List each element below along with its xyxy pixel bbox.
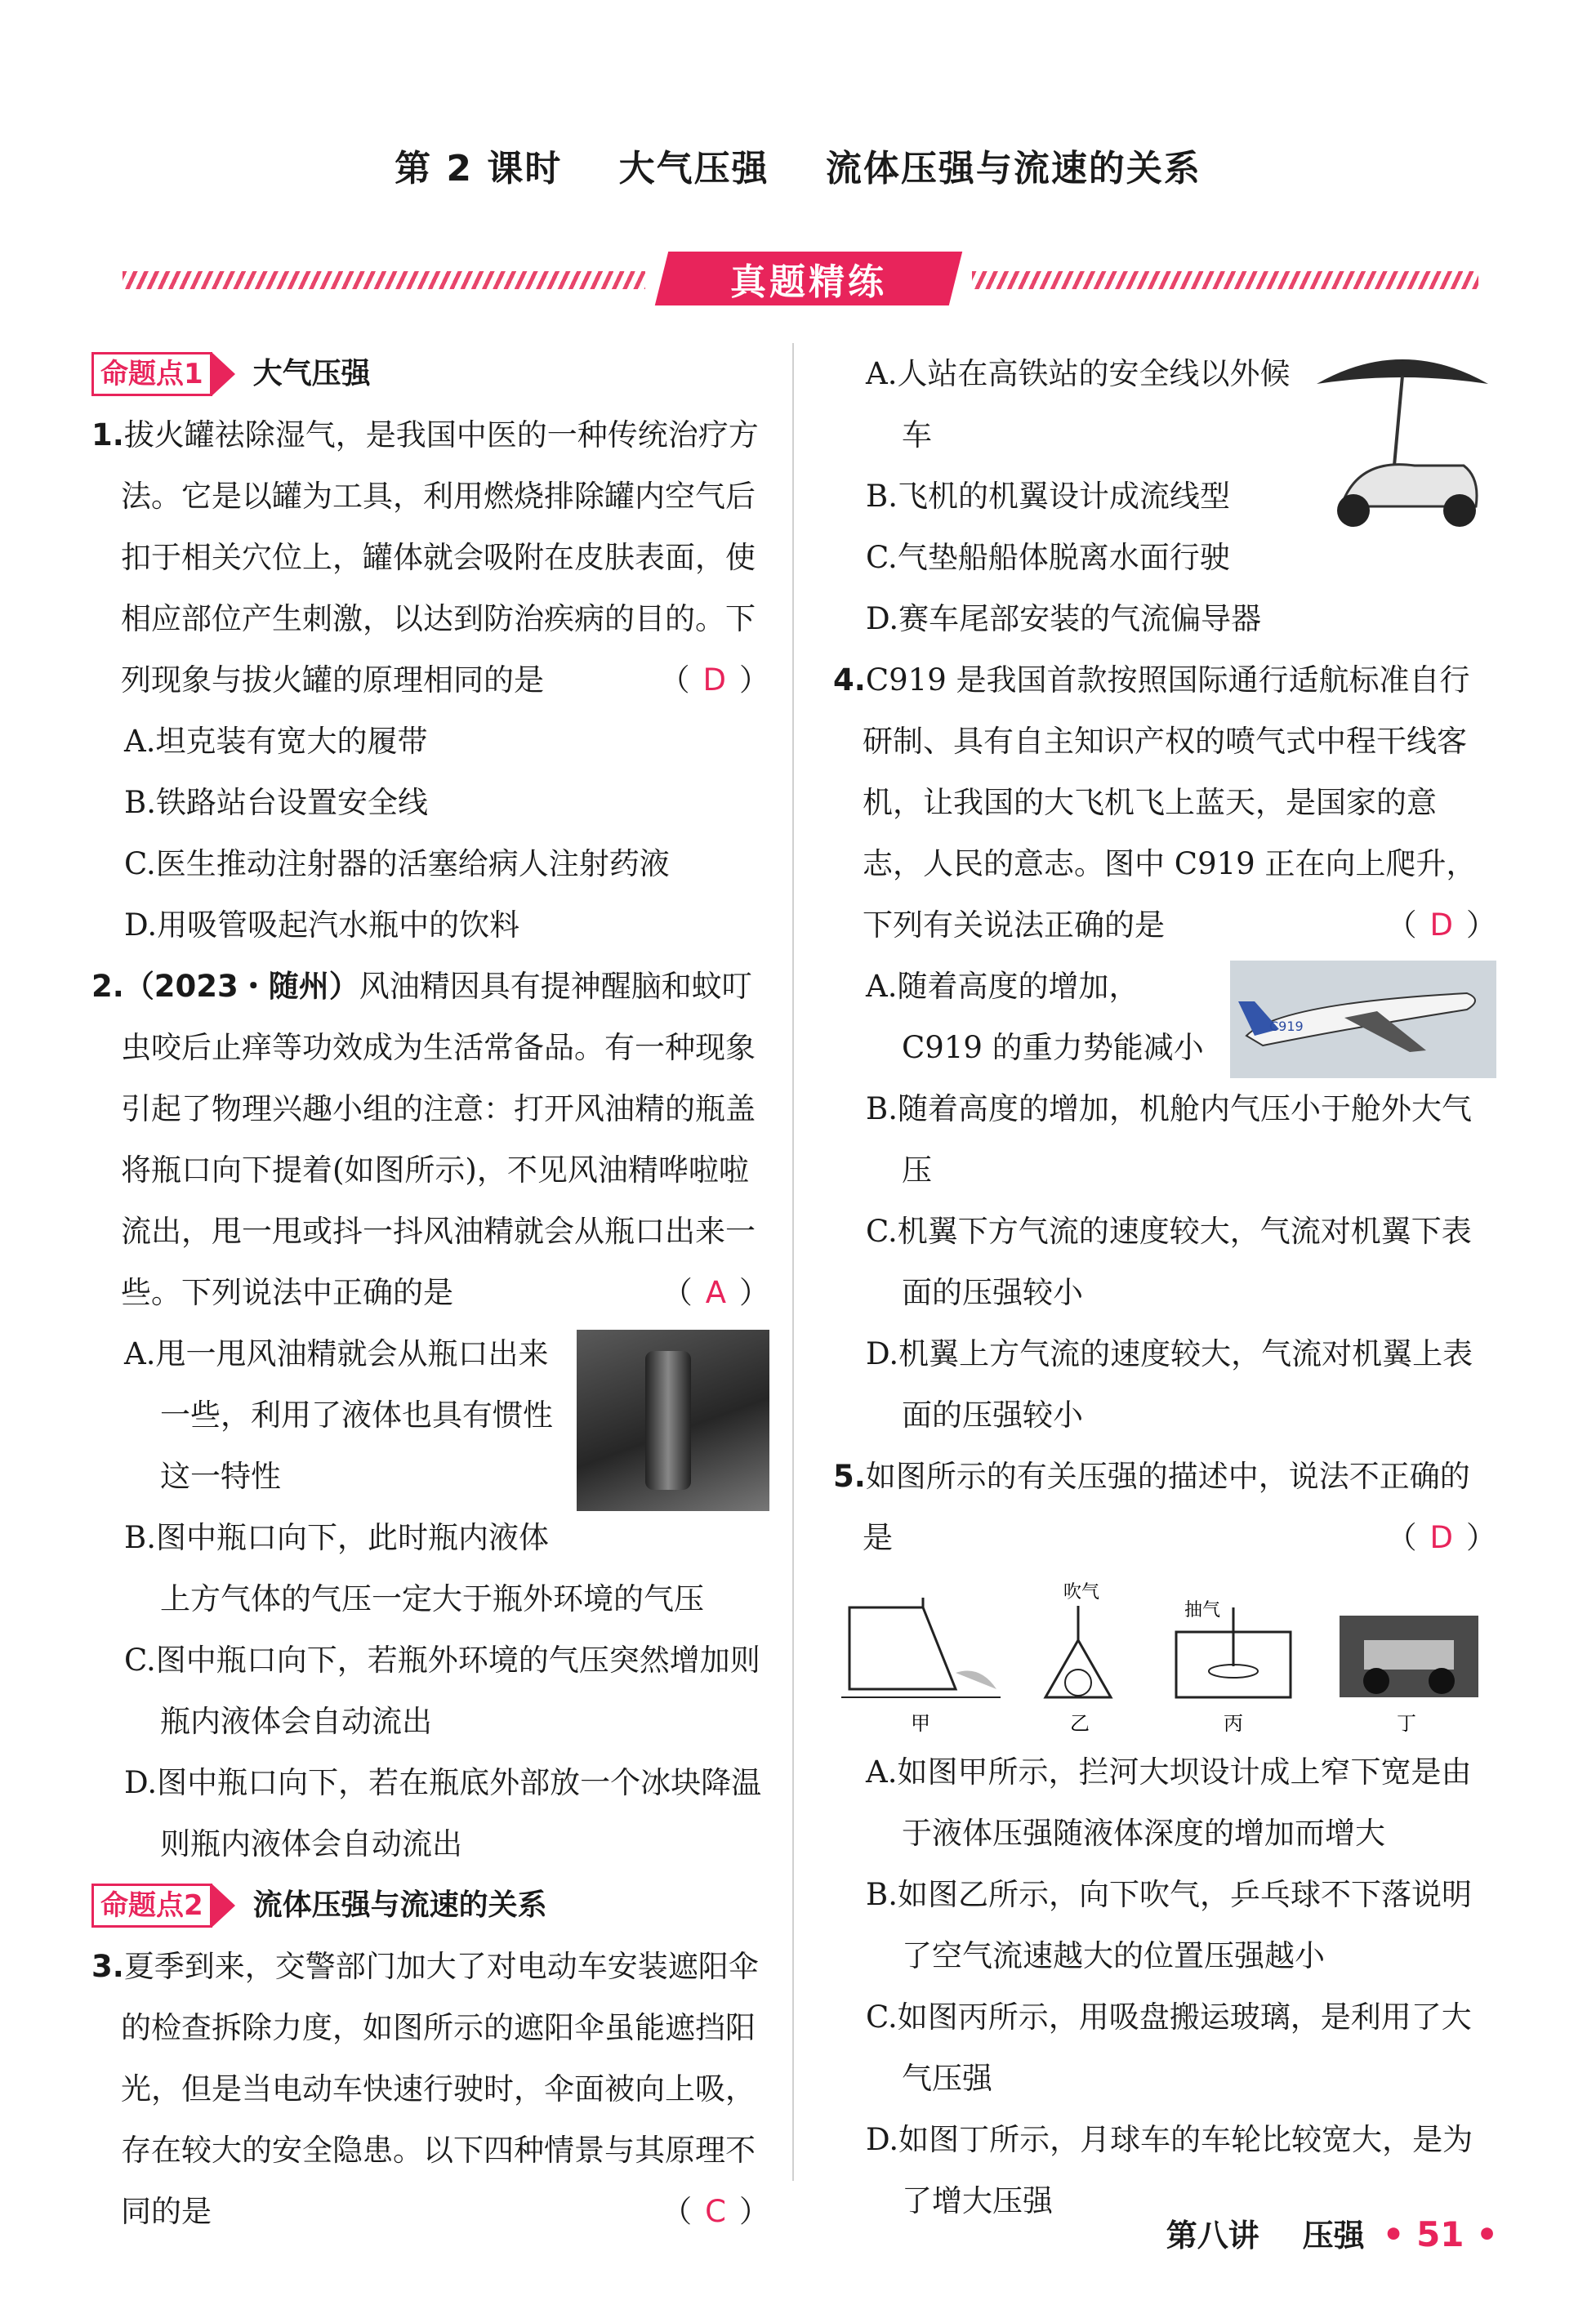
- question-number: 3.: [91, 1949, 124, 1984]
- answer-bracket: （ D ）: [1386, 907, 1496, 943]
- topic-tag: 命题点1: [91, 352, 212, 396]
- question-text: C919 是我国首款按照国际通行适航标准自行研制、具有自主知识产权的喷气式中程干线客机，让我国的大飞机飞上蓝天，是国家的意志，人民的意志。图中 C919 正在向上爬升，下列有关说法正确的是: [863, 662, 1477, 943]
- answer: C: [705, 2194, 726, 2229]
- right-column: [833, 343, 1496, 2231]
- answer: D: [1429, 907, 1453, 943]
- funnel-icon: [1045, 1606, 1111, 1697]
- option: B.飞机的机翼设计成流线型: [866, 479, 1230, 514]
- option: C.气垫船船体脱离水面行驶: [866, 540, 1230, 575]
- answer-bracket: （ C ）: [662, 2194, 769, 2229]
- topic-title: 流体压强与流速的关系: [252, 1888, 547, 1922]
- option: C.如图丙所示，用吸盘搬运玻璃，是利用了大气压强: [866, 2000, 1472, 2096]
- page-footer: [1166, 2210, 1498, 2255]
- option: A.人站在高铁站的安全线以外候车: [866, 356, 1291, 453]
- arrow-icon: [212, 1884, 235, 1927]
- option: D.赛车尾部安装的气流偏导器: [866, 601, 1262, 636]
- option: B.铁路站台设置安全线: [124, 785, 428, 820]
- question-number: 1.: [91, 417, 124, 453]
- topic-title: 大气压强: [252, 357, 371, 390]
- option-with-figure: [91, 1323, 769, 1507]
- option: A.随着高度的增加，C919 的重力势能减小: [866, 969, 1204, 1065]
- option: C.图中瓶口向下，若瓶外环境的气压突然增加则瓶内液体会自动流出: [124, 1643, 760, 1739]
- figure-label: 丁: [1397, 1712, 1416, 1735]
- question-text: 如图所示的有关压强的描述中，说法不正确的是: [863, 1459, 1470, 1555]
- question-text: 拔火罐祛除湿气，是我国中医的一种传统治疗方法。它是以罐为工具，利用燃烧排除罐内空气后扣于相关穴位上，罐体就会吸附在皮肤表面，使相应部位产生刺激，以达到防治疾病的目的。下列现象与拔火罐的原理相同的是: [121, 417, 759, 698]
- page-number: • 51 •: [1382, 2214, 1498, 2254]
- option: B.随着高度的增加，机舱内气压小于舱外大气压: [866, 1091, 1472, 1188]
- answer: D: [702, 662, 726, 698]
- option: A.如图甲所示，拦河大坝设计成上窄下宽是由于液体压强随液体深度的增加而增大: [866, 1754, 1472, 1851]
- banner-hatch-left: [123, 271, 645, 289]
- oil-bottle-photo: [577, 1330, 769, 1511]
- answer-bracket: （ D ）: [1386, 1520, 1496, 1555]
- figure-label: 丙: [1224, 1712, 1243, 1735]
- question-5: [833, 1446, 1496, 1568]
- option: D.机翼上方气流的速度较大，气流对机翼上表面的压强较小: [866, 1336, 1473, 1433]
- option: B.图中瓶口向下，此时瓶内液体上方气体的气压一定大于瓶外环境的气压: [124, 1520, 704, 1616]
- option-with-figure: [833, 956, 1496, 1078]
- column-divider: [792, 343, 794, 2181]
- question-number: 2.: [91, 969, 124, 1004]
- pressure-figures: [833, 1575, 1496, 1738]
- topic-header-2: [91, 1875, 769, 1936]
- dam-icon: [841, 1598, 1001, 1697]
- figure-label: 乙: [1070, 1712, 1090, 1735]
- scooter-umbrella-figure: [1308, 343, 1496, 531]
- blow-label: 吹气: [1063, 1582, 1100, 1603]
- c919-airplane-photo: [1230, 961, 1496, 1078]
- option: A.坦克装有宽大的履带: [124, 724, 428, 759]
- plane-marking: C919: [1269, 1019, 1304, 1034]
- question-3: [91, 1936, 769, 2242]
- suction-cup-icon: [1176, 1607, 1291, 1697]
- question-source: （2023・随州）: [123, 969, 359, 1004]
- question-number: 4.: [833, 662, 866, 698]
- chapter-label: 第八讲 压强: [1166, 2218, 1365, 2254]
- question-4: [833, 649, 1496, 956]
- answer-bracket: （ A ）: [662, 1275, 769, 1310]
- option: B.如图乙所示，向下吹气，乒乓球不下落说明了空气流速越大的位置压强越小: [866, 1877, 1472, 1973]
- section-banner: [123, 252, 1478, 304]
- question-1: [91, 404, 769, 711]
- topic-header-1: [91, 343, 769, 404]
- option: A.甩一甩风油精就会从瓶口出来一些，利用了液体也具有惯性这一特性: [124, 1336, 553, 1494]
- answer: A: [705, 1275, 726, 1310]
- pump-label: 抽气: [1184, 1600, 1221, 1621]
- banner-label-box: [655, 252, 962, 305]
- topic-tag: 命题点2: [91, 1884, 212, 1928]
- question-text: 风油精因具有提神醒脑和蚊叮虫咬后止痒等功效成为生活常备品。有一种现象引起了物理兴趣小组的注意：打开风油精的瓶盖将瓶口向下提着(如图所示)，不见风油精哗啦啦流出，甩一甩或抖一抖风油精就会从瓶口出来一些。下列说法中正确的是: [121, 969, 756, 1310]
- option: D.如图丁所示，月球车的车轮比较宽大，是为了增大压强: [866, 2122, 1473, 2218]
- question-2: [91, 956, 769, 1323]
- bottle-icon: [645, 1351, 691, 1490]
- figure-label: 甲: [911, 1712, 930, 1735]
- answer-bracket: （ D ）: [659, 662, 769, 698]
- arrow-icon: [212, 353, 235, 395]
- question-text: 夏季到来，交警部门加大了对电动车安装遮阳伞的检查拆除力度，如图所示的遮阳伞虽能遮挡阳光，但是当电动车快速行驶时，伞面被向上吸，存在较大的安全隐患。以下四种情景与其原理不同的是: [121, 1949, 759, 2229]
- option: C.医生推动注射器的活塞给病人注射药液: [124, 846, 670, 881]
- lesson-title: 第 2 课时 大气压强 流体压强与流速的关系: [395, 148, 1201, 189]
- lunar-rover-photo: [1340, 1616, 1478, 1697]
- left-column: [91, 343, 769, 2242]
- answer: D: [1429, 1520, 1453, 1555]
- banner-hatch-right: [972, 271, 1478, 289]
- question-number: 5.: [833, 1459, 866, 1494]
- option: D.用吸管吸起汽水瓶中的饮料: [124, 907, 520, 943]
- banner-label: 真题精练: [730, 261, 887, 303]
- option: C.机翼下方气流的速度较大，气流对机翼下表面的压强较小: [866, 1214, 1472, 1310]
- option: D.图中瓶口向下，若在瓶底外部放一个冰块降温则瓶内液体会自动流出: [124, 1765, 762, 1861]
